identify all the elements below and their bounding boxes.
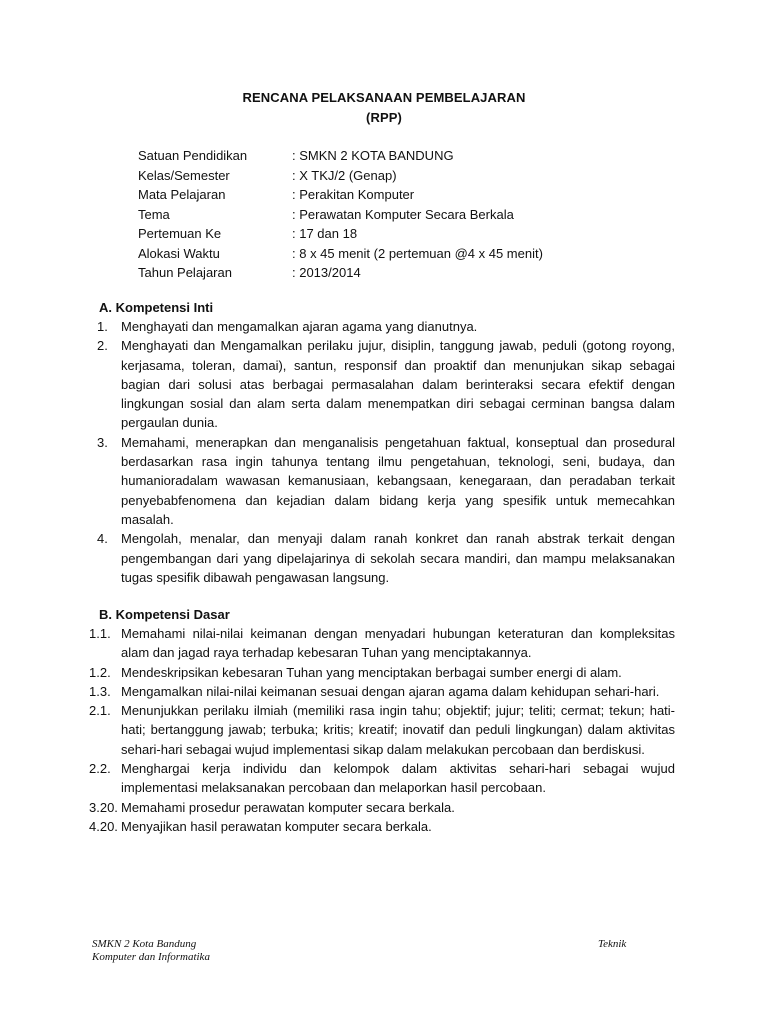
meta-value: : Perawatan Komputer Secara Berkala — [292, 206, 514, 222]
footer-department: Komputer dan Informatika — [92, 951, 210, 963]
section-heading: A. Kompetensi Inti — [99, 300, 214, 315]
kompetensi-dasar-section — [89, 605, 675, 836]
list-item — [97, 529, 675, 587]
meta-label: Pertemuan Ke — [138, 226, 222, 241]
list-item — [89, 798, 675, 817]
meta-value: : 17 dan 18 — [292, 226, 358, 241]
meta-value: : Perakitan Komputer — [292, 187, 415, 202]
item-text: Memahami nilai-nilai keimanan dengan menyadari hubungan keteraturan dan kompleksitas alam dan jagad raya terhadap kebesaran Tuhan yang menciptakannya. — [121, 626, 675, 661]
meta-row-tema — [138, 205, 543, 225]
item-number: 4. — [97, 531, 108, 547]
item-text: Memahami prosedur perawatan komputer secara berkala. — [121, 799, 455, 815]
item-number: 2. — [97, 338, 108, 354]
item-number: 2.2. — [89, 761, 111, 777]
meta-label: Mata Pelajaran — [138, 187, 226, 202]
list-item — [97, 433, 675, 529]
item-text: Menghayati dan Mengamalkan perilaku jujur, disiplin, tanggung jawab, peduli (gotong royong, kerjasama, toleran, damai), santun, responsif dan proaktif dan menunjukan sikap sebagai bagian dari solusi atas berbagai permasalahan dalam berinteraksi secara efektif dengan lingkungan sosial dan alam serta dalam menempatkan diri sebagai cerminan bangsa dalam pergaulan dunia. — [121, 338, 675, 431]
list-item — [97, 336, 675, 432]
meta-label: Tema — [138, 206, 170, 222]
meta-value: : X TKJ/2 (Genap) — [292, 167, 397, 183]
item-number: 1. — [97, 319, 108, 334]
item-text: Memahami, menerapkan dan menganalisis pengetahuan faktual, konseptual dan prosedural berdasarkan rasa ingin tahunya tentang ilmu pengetahuan, teknologi, seni, budaya, dan humanioradalam wawasan kemanusiaan, kebangsaan, kenegaraan, dan peradaban terkait penyebabfenomena dan kejadian dalam bidang kerja yang spesifik untuk memecahkan masalah. — [121, 434, 675, 527]
item-text: Mengolah, menalar, dan menyaji dalam ranah konkret dan ranah abstrak terkait dengan pengembangan dari yang dipelajarinya di sekolah secara mandiri, dan mampu melaksanakan tugas spesifik dibawah pengawasan langsung. — [121, 531, 675, 585]
item-text: Menyajikan hasil perawatan komputer secara berkala. — [121, 818, 432, 834]
list-item — [89, 663, 675, 682]
document-title: RENCANA PELAKSANAAN PEMBELAJARAN — [242, 90, 526, 105]
item-number: 4.20. — [89, 818, 118, 834]
meta-row-mata-pelajaran — [138, 185, 543, 205]
list-item — [89, 701, 675, 759]
footer-right: Teknik — [598, 938, 627, 950]
meta-row-pertemuan-ke — [138, 224, 543, 244]
list-item — [89, 624, 675, 663]
item-text: Menghargai kerja individu dan kelompok dalam aktivitas sehari-hari sebagai wujud implementasi melaksanakan percobaan dan melaporkan hasil percobaan. — [121, 761, 675, 796]
item-number: 1.3. — [89, 683, 111, 699]
item-number: 3. — [97, 434, 108, 450]
document-subtitle: (RPP) — [366, 110, 402, 125]
item-number: 3.20. — [89, 799, 118, 815]
list-item — [89, 759, 675, 798]
footer-school: SMKN 2 Kota Bandung — [92, 938, 197, 950]
meta-row-alokasi-waktu — [138, 244, 543, 264]
meta-value: : SMKN 2 KOTA BANDUNG — [292, 148, 454, 163]
item-text: Mendeskripsikan kebesaran Tuhan yang menciptakan berbagai sumber energi di alam. — [121, 664, 622, 680]
meta-label: Alokasi Waktu — [138, 245, 220, 261]
item-text: Menghayati dan mengamalkan ajaran agama yang dianutnya. — [121, 319, 478, 334]
meta-row-tahun-pelajaran — [138, 263, 543, 283]
list-item — [89, 682, 675, 701]
item-number: 1.2. — [89, 664, 111, 680]
meta-value: : 8 x 45 menit (2 pertemuan @4 x 45 menit) — [292, 245, 543, 261]
section-heading: B. Kompetensi Dasar — [99, 607, 230, 622]
item-text: Mengamalkan nilai-nilai keimanan sesuai dengan ajaran agama dalam kehidupan sehari-hari. — [121, 683, 660, 699]
identity-table — [138, 146, 543, 283]
kompetensi-inti-section — [97, 298, 675, 587]
meta-label: Kelas/Semester — [138, 167, 230, 183]
item-text: Menunjukkan perilaku ilmiah (memiliki rasa ingin tahu; objektif; jujur; teliti; cermat; tekun; hati-hati; bertanggung jawab; terbuka; kritis; kreatif; inovatif dan peduli lingkungan) dalam aktivitas sehari-hari sebagai wujud implementasi sikap dalam melakukan percobaan dan berdiskusi. — [121, 703, 675, 757]
meta-value: : 2013/2014 — [292, 265, 361, 280]
list-item — [97, 317, 675, 336]
footer-left — [92, 938, 210, 964]
item-number: 2.1. — [89, 703, 111, 719]
list-item — [89, 817, 675, 836]
meta-label: Tahun Pelajaran — [138, 265, 232, 280]
item-number: 1.1. — [89, 626, 111, 641]
meta-row-kelas-semester — [138, 166, 543, 186]
meta-row-satuan-pendidikan — [138, 146, 543, 166]
meta-label: Satuan Pendidikan — [138, 148, 248, 163]
